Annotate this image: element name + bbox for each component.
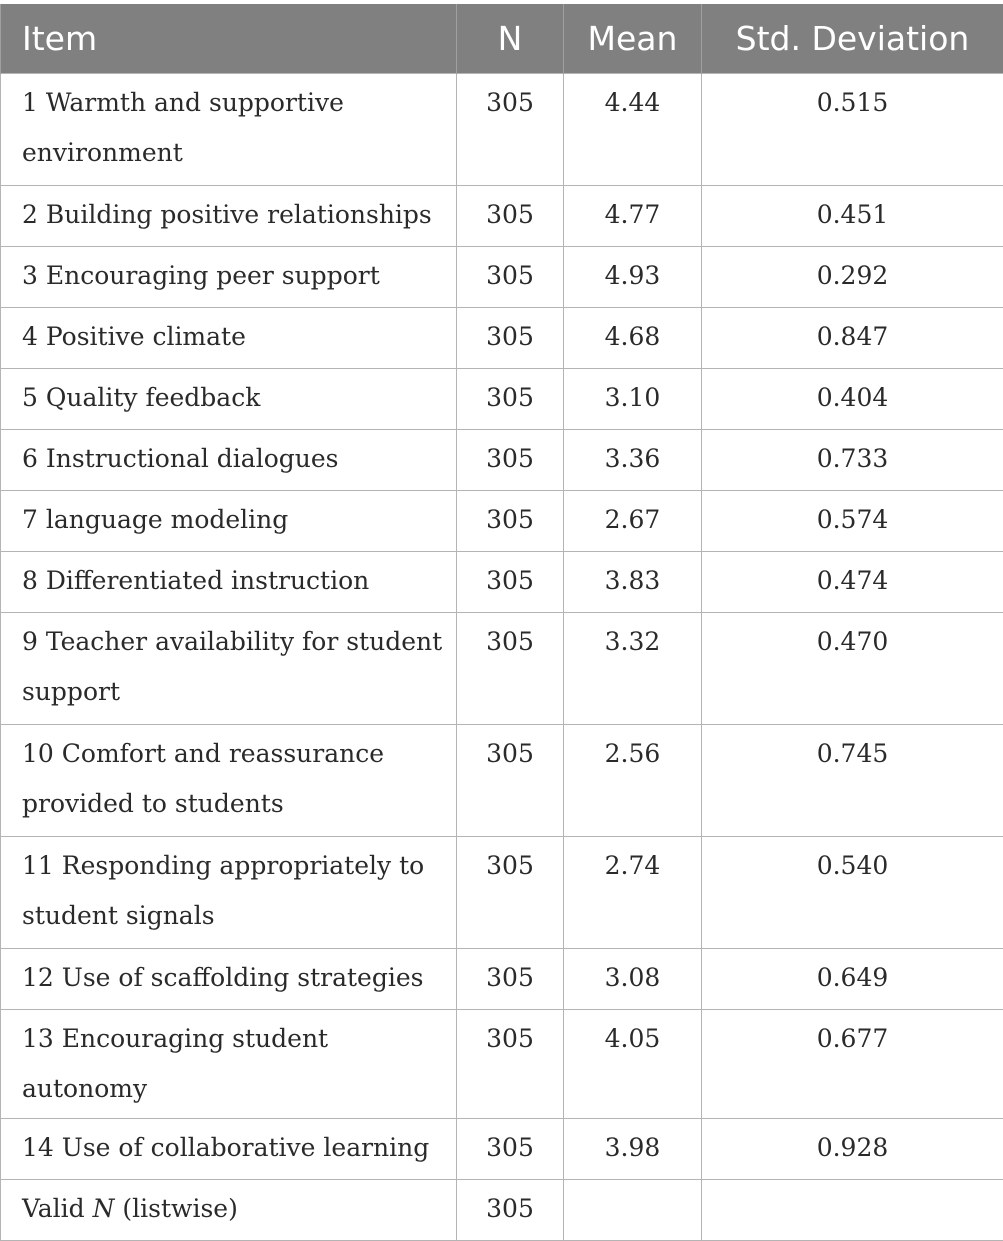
n-cell: 305	[457, 551, 564, 612]
std-deviation-cell: 0.677	[702, 1009, 1003, 1118]
n-cell: 305	[457, 612, 564, 724]
table-footer-row	[1, 1179, 1003, 1240]
valid-n-label	[1, 1179, 457, 1240]
descriptive-statistics-table-wrapper	[0, 4, 1003, 1241]
std-deviation-cell: 0.928	[702, 1118, 1003, 1179]
mean-cell: 3.83	[564, 551, 702, 612]
item-cell: 2 Building positive relationships	[1, 185, 457, 246]
item-cell: 4 Positive climate	[1, 307, 457, 368]
mean-cell: 3.10	[564, 368, 702, 429]
table-row	[1, 612, 1003, 724]
descriptive-statistics-table	[0, 4, 1003, 1241]
table-row	[1, 724, 1003, 836]
item-cell: 13 Encouraging student autonomy	[1, 1009, 457, 1118]
n-cell: 305	[457, 368, 564, 429]
mean-cell: 4.93	[564, 246, 702, 307]
valid-n-italic: N	[93, 1194, 115, 1223]
n-cell: 305	[457, 185, 564, 246]
std-deviation-cell: 0.451	[702, 185, 1003, 246]
mean-cell: 4.44	[564, 73, 702, 185]
table-body	[1, 73, 1003, 1240]
table-row	[1, 836, 1003, 948]
mean-cell: 4.77	[564, 185, 702, 246]
mean-cell: 3.98	[564, 1118, 702, 1179]
header-mean: Mean	[564, 4, 702, 73]
item-cell: 8 Differentiated instruction	[1, 551, 457, 612]
std-deviation-cell: 0.733	[702, 429, 1003, 490]
item-cell: 7 language modeling	[1, 490, 457, 551]
item-cell: 10 Comfort and reassurance provided to students	[1, 724, 457, 836]
n-cell: 305	[457, 836, 564, 948]
std-deviation-cell: 0.649	[702, 948, 1003, 1009]
header-n: N	[457, 4, 564, 73]
item-cell: 9 Teacher availability for student support	[1, 612, 457, 724]
item-cell: 1 Warmth and supportive environment	[1, 73, 457, 185]
table-row	[1, 1009, 1003, 1118]
header-item: Item	[1, 4, 457, 73]
table-row	[1, 307, 1003, 368]
std-deviation-cell: 0.470	[702, 612, 1003, 724]
n-cell: 305	[457, 948, 564, 1009]
item-cell: 3 Encouraging peer support	[1, 246, 457, 307]
std-deviation-cell: 0.540	[702, 836, 1003, 948]
valid-n-suffix: (listwise)	[114, 1194, 237, 1223]
std-deviation-cell: 0.515	[702, 73, 1003, 185]
n-cell: 305	[457, 1118, 564, 1179]
mean-cell: 2.67	[564, 490, 702, 551]
std-deviation-cell: 0.745	[702, 724, 1003, 836]
table-row	[1, 948, 1003, 1009]
valid-n-mean-empty	[564, 1179, 702, 1240]
std-deviation-cell: 0.574	[702, 490, 1003, 551]
mean-cell: 4.68	[564, 307, 702, 368]
std-deviation-cell: 0.292	[702, 246, 1003, 307]
n-cell: 305	[457, 1009, 564, 1118]
std-deviation-cell: 0.404	[702, 368, 1003, 429]
table-row	[1, 429, 1003, 490]
item-cell: 14 Use of collaborative learning	[1, 1118, 457, 1179]
table-row	[1, 73, 1003, 185]
table-row	[1, 490, 1003, 551]
std-deviation-cell: 0.847	[702, 307, 1003, 368]
item-cell: 11 Responding appropriately to student signals	[1, 836, 457, 948]
n-cell: 305	[457, 724, 564, 836]
valid-n-value: 305	[457, 1179, 564, 1240]
n-cell: 305	[457, 246, 564, 307]
table-row	[1, 1118, 1003, 1179]
item-cell: 12 Use of scaffolding strategies	[1, 948, 457, 1009]
table-row	[1, 246, 1003, 307]
item-cell: 5 Quality feedback	[1, 368, 457, 429]
n-cell: 305	[457, 307, 564, 368]
header-std-deviation: Std. Deviation	[702, 4, 1003, 73]
n-cell: 305	[457, 429, 564, 490]
std-deviation-cell: 0.474	[702, 551, 1003, 612]
table-row	[1, 368, 1003, 429]
valid-n-prefix: Valid	[22, 1194, 93, 1223]
mean-cell: 2.56	[564, 724, 702, 836]
item-cell: 6 Instructional dialogues	[1, 429, 457, 490]
n-cell: 305	[457, 490, 564, 551]
valid-n-sd-empty	[702, 1179, 1003, 1240]
mean-cell: 2.74	[564, 836, 702, 948]
header-row	[1, 4, 1003, 73]
n-cell: 305	[457, 73, 564, 185]
table-row	[1, 551, 1003, 612]
mean-cell: 3.36	[564, 429, 702, 490]
table-header	[1, 4, 1003, 73]
mean-cell: 4.05	[564, 1009, 702, 1118]
mean-cell: 3.08	[564, 948, 702, 1009]
mean-cell: 3.32	[564, 612, 702, 724]
table-row	[1, 185, 1003, 246]
